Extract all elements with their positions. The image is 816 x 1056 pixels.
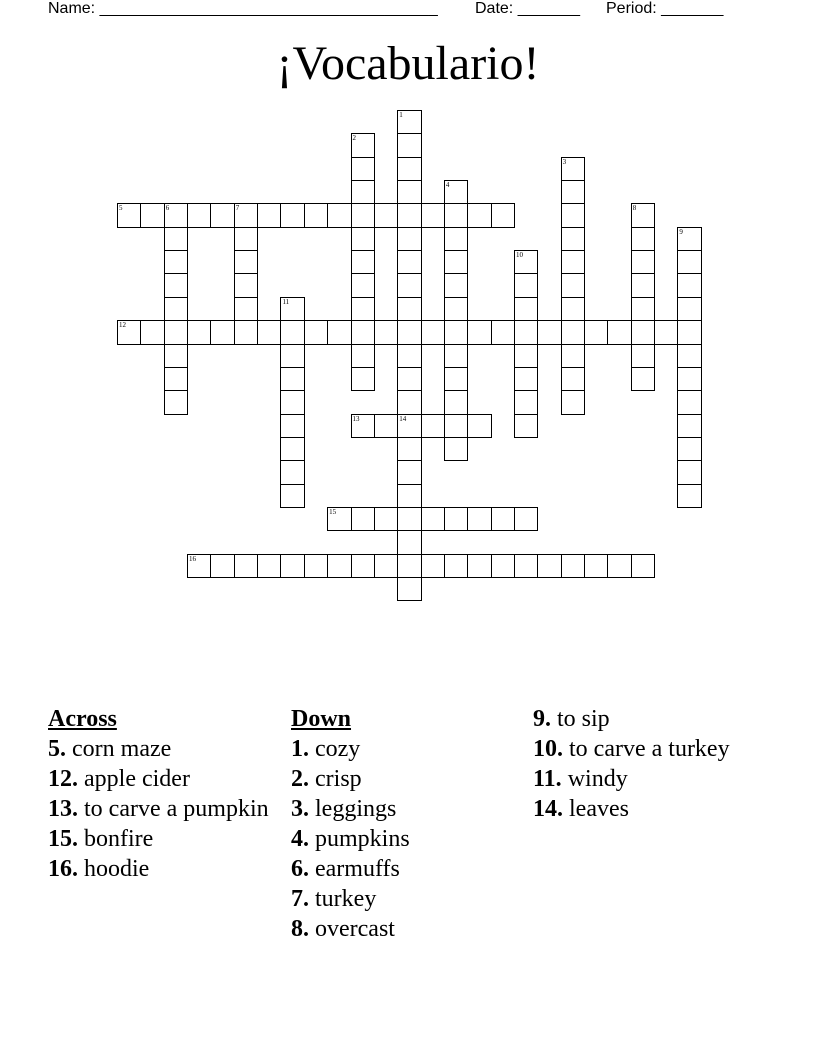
clue-text: to carve a pumpkin: [84, 796, 269, 822]
crossword-cell[interactable]: [397, 110, 421, 134]
crossword-cell[interactable]: [444, 390, 468, 414]
crossword-cell[interactable]: [280, 414, 304, 438]
crossword-cell[interactable]: [444, 554, 468, 578]
crossword-cell[interactable]: [374, 554, 398, 578]
crossword-cell[interactable]: [561, 157, 585, 181]
crossword-cell[interactable]: [607, 554, 631, 578]
clue-number: 12.: [48, 766, 78, 792]
crossword-cell[interactable]: [117, 203, 141, 227]
crossword-cell[interactable]: [537, 320, 561, 344]
crossword-cell[interactable]: [677, 227, 701, 251]
crossword-cell[interactable]: [491, 507, 515, 531]
crossword-cell[interactable]: [677, 250, 701, 274]
crossword-cell[interactable]: [304, 554, 328, 578]
crossword-cell[interactable]: [514, 320, 538, 344]
clue-number: 7.: [291, 886, 309, 912]
cell-number: 8: [632, 204, 637, 213]
crossword-cell[interactable]: [677, 273, 701, 297]
across-clue-list: [48, 734, 278, 884]
crossword-cell[interactable]: [280, 297, 304, 321]
crossword-cell[interactable]: [187, 320, 211, 344]
crossword-cell[interactable]: [631, 227, 655, 251]
clue-down-10: [533, 734, 733, 764]
cell-number: 6: [165, 204, 170, 213]
crossword-cell[interactable]: [374, 414, 398, 438]
crossword-cell[interactable]: [444, 273, 468, 297]
crossword-cell[interactable]: [444, 437, 468, 461]
crossword-cell[interactable]: [164, 250, 188, 274]
clue-text: turkey: [315, 886, 377, 912]
crossword-cell[interactable]: [561, 297, 585, 321]
crossword-cell[interactable]: [257, 554, 281, 578]
clue-number: 14.: [533, 796, 563, 822]
crossword-cell[interactable]: [444, 250, 468, 274]
crossword-cell[interactable]: [561, 390, 585, 414]
crossword-cell[interactable]: [421, 203, 445, 227]
clue-text: crisp: [315, 766, 362, 792]
clue-number: 13.: [48, 796, 78, 822]
clue-text: corn maze: [72, 736, 172, 762]
crossword-cell[interactable]: [444, 344, 468, 368]
crossword-cell[interactable]: [444, 203, 468, 227]
crossword-cell[interactable]: [421, 554, 445, 578]
clue-text: leaves: [569, 796, 629, 822]
clue-down-7: [291, 884, 521, 914]
crossword-cell[interactable]: [467, 203, 491, 227]
crossword-cell[interactable]: [491, 320, 515, 344]
crossword-cell[interactable]: [421, 320, 445, 344]
crossword-cell[interactable]: [677, 390, 701, 414]
cell-number: 11: [282, 297, 290, 306]
cell-number: 5: [119, 204, 123, 213]
crossword-cell[interactable]: [351, 250, 375, 274]
crossword-cell[interactable]: [607, 320, 631, 344]
crossword-cell[interactable]: [234, 273, 258, 297]
clue-across-16: [48, 854, 278, 884]
crossword-cell[interactable]: [351, 157, 375, 181]
crossword-cell[interactable]: [257, 203, 281, 227]
crossword-cell[interactable]: [164, 273, 188, 297]
down-clue-list: [291, 734, 521, 944]
clue-number: 15.: [48, 826, 78, 852]
clue-text: to sip: [557, 706, 610, 732]
crossword-cell[interactable]: [677, 460, 701, 484]
clue-down-3: [291, 794, 521, 824]
crossword-cell[interactable]: [164, 320, 188, 344]
cell-number: 7: [235, 204, 240, 213]
crossword-cell[interactable]: [444, 227, 468, 251]
clue-text: to carve a turkey: [569, 736, 730, 762]
crossword-cell[interactable]: [677, 367, 701, 391]
crossword-cell[interactable]: [467, 320, 491, 344]
crossword-cell[interactable]: [397, 390, 421, 414]
crossword-cell[interactable]: [351, 507, 375, 531]
crossword-cell[interactable]: [280, 437, 304, 461]
clue-number: 5.: [48, 736, 66, 762]
crossword-cell[interactable]: [351, 203, 375, 227]
clue-number: 1.: [291, 736, 309, 762]
crossword-cell[interactable]: [234, 554, 258, 578]
crossword-cell[interactable]: [397, 133, 421, 157]
crossword-cell[interactable]: [444, 367, 468, 391]
crossword-cell[interactable]: [164, 203, 188, 227]
crossword-cell[interactable]: [421, 507, 445, 531]
crossword-cell[interactable]: [327, 507, 351, 531]
clue-down-8: [291, 914, 521, 944]
crossword-cell[interactable]: [514, 344, 538, 368]
clue-across-13: [48, 794, 278, 824]
crossword-cell[interactable]: [677, 320, 701, 344]
clue-text: leggings: [315, 796, 397, 822]
crossword-cell[interactable]: [397, 577, 421, 601]
crossword-cell[interactable]: [351, 320, 375, 344]
crossword-cell[interactable]: [514, 250, 538, 274]
crossword-cell[interactable]: [561, 344, 585, 368]
cell-number: 4: [445, 181, 450, 190]
crossword-cell[interactable]: [351, 180, 375, 204]
date-field[interactable]: Date: _______: [475, 0, 580, 17]
crossword-cell[interactable]: [397, 320, 421, 344]
crossword-cell[interactable]: [351, 554, 375, 578]
crossword-cell[interactable]: [397, 554, 421, 578]
crossword-cell[interactable]: [397, 460, 421, 484]
crossword-cell[interactable]: [561, 367, 585, 391]
crossword-cell[interactable]: [280, 460, 304, 484]
crossword-cell[interactable]: [280, 203, 304, 227]
crossword-cell[interactable]: [397, 203, 421, 227]
clue-down-1: [291, 734, 521, 764]
crossword-cell[interactable]: [280, 484, 304, 508]
crossword-cell[interactable]: [234, 320, 258, 344]
crossword-cell[interactable]: [397, 297, 421, 321]
crossword-cell[interactable]: [327, 320, 351, 344]
crossword-cell[interactable]: [397, 437, 421, 461]
cell-number: 3: [562, 157, 567, 166]
crossword-cell[interactable]: [374, 507, 398, 531]
crossword-cell[interactable]: [164, 227, 188, 251]
crossword-cell[interactable]: [257, 320, 281, 344]
crossword-cell[interactable]: [397, 414, 421, 438]
crossword-cell[interactable]: [631, 297, 655, 321]
crossword-cell[interactable]: [561, 554, 585, 578]
crossword-cell[interactable]: [374, 320, 398, 344]
crossword-cell[interactable]: [304, 320, 328, 344]
crossword-cell[interactable]: [631, 273, 655, 297]
crossword-cell[interactable]: [514, 414, 538, 438]
crossword-cell[interactable]: [187, 554, 211, 578]
clue-text: cozy: [315, 736, 361, 762]
crossword-cell[interactable]: [397, 367, 421, 391]
clue-across-15: [48, 824, 278, 854]
crossword-cell[interactable]: [561, 180, 585, 204]
crossword-cell[interactable]: [421, 414, 445, 438]
crossword-cell[interactable]: [631, 250, 655, 274]
cell-number: 10: [515, 251, 523, 260]
crossword-cell[interactable]: [351, 227, 375, 251]
crossword-cell[interactable]: [397, 344, 421, 368]
across-clues: [48, 704, 278, 884]
clue-text: pumpkins: [315, 826, 410, 852]
clue-across-12: [48, 764, 278, 794]
clue-text: windy: [567, 766, 628, 792]
crossword-cell[interactable]: [584, 320, 608, 344]
crossword-cell[interactable]: [397, 530, 421, 554]
crossword-cell[interactable]: [677, 344, 701, 368]
clue-number: 8.: [291, 916, 309, 942]
cell-number: 2: [352, 134, 356, 143]
cell-number: 9: [679, 227, 683, 236]
crossword-cell[interactable]: [280, 320, 304, 344]
crossword-cell[interactable]: [351, 133, 375, 157]
crossword-cell[interactable]: [164, 367, 188, 391]
crossword-cell[interactable]: [164, 297, 188, 321]
clue-number: 10.: [533, 736, 563, 762]
crossword-cell[interactable]: [351, 414, 375, 438]
crossword-cell[interactable]: [654, 320, 678, 344]
crossword-cell[interactable]: [210, 203, 234, 227]
clue-number: 3.: [291, 796, 309, 822]
crossword-cell[interactable]: [677, 414, 701, 438]
crossword-cell[interactable]: [631, 344, 655, 368]
crossword-cell[interactable]: [561, 250, 585, 274]
crossword-cell[interactable]: [561, 227, 585, 251]
crossword-cell[interactable]: [444, 297, 468, 321]
crossword-cell[interactable]: [351, 297, 375, 321]
clue-across-5: [48, 734, 278, 764]
clue-number: 2.: [291, 766, 309, 792]
crossword-cell[interactable]: [210, 320, 234, 344]
page-title: ¡Vocabulario!: [276, 37, 540, 90]
crossword-cell[interactable]: [117, 320, 141, 344]
crossword-cell[interactable]: [397, 227, 421, 251]
crossword-cell[interactable]: [397, 484, 421, 508]
clue-text: earmuffs: [315, 856, 400, 882]
crossword-cell[interactable]: [210, 554, 234, 578]
across-heading: Across: [48, 706, 117, 732]
crossword-cell[interactable]: [351, 344, 375, 368]
crossword-cell[interactable]: [164, 344, 188, 368]
crossword-cell[interactable]: [304, 203, 328, 227]
clue-down-2: [291, 764, 521, 794]
crossword-cell[interactable]: [444, 320, 468, 344]
crossword-cell[interactable]: [561, 273, 585, 297]
clue-down-4: [291, 824, 521, 854]
clue-number: 9.: [533, 706, 551, 732]
clue-text: apple cider: [84, 766, 190, 792]
clue-number: 11.: [533, 766, 562, 792]
cell-number: 16: [189, 554, 197, 563]
down-heading: Down: [291, 706, 352, 732]
crossword-cell[interactable]: [397, 273, 421, 297]
crossword-cell[interactable]: [280, 344, 304, 368]
cell-number: 13: [352, 414, 360, 423]
clue-down-9: [533, 704, 733, 734]
crossword-cell[interactable]: [631, 554, 655, 578]
crossword-cell[interactable]: [491, 203, 515, 227]
crossword-cell[interactable]: [280, 390, 304, 414]
crossword-cell[interactable]: [561, 320, 585, 344]
crossword-cell[interactable]: [537, 554, 561, 578]
crossword-cell[interactable]: [187, 203, 211, 227]
crossword-cell[interactable]: [444, 507, 468, 531]
clue-number: 16.: [48, 856, 78, 882]
crossword-cell[interactable]: [397, 180, 421, 204]
crossword-cell[interactable]: [140, 203, 164, 227]
crossword-cell[interactable]: [234, 227, 258, 251]
down-clues: [291, 704, 521, 944]
crossword-cell[interactable]: [677, 437, 701, 461]
clue-down-14: [533, 794, 733, 824]
crossword-cell[interactable]: [444, 414, 468, 438]
cell-number: 1: [399, 111, 403, 119]
crossword-cell[interactable]: [234, 250, 258, 274]
crossword-cell[interactable]: [561, 203, 585, 227]
crossword-cell[interactable]: [514, 367, 538, 391]
crossword-cell[interactable]: [491, 554, 515, 578]
crossword-cell[interactable]: [374, 203, 398, 227]
crossword-cell[interactable]: [467, 554, 491, 578]
crossword-cell[interactable]: [351, 367, 375, 391]
name-field[interactable]: Name: ______________________________________: [48, 0, 438, 17]
crossword-cell[interactable]: [514, 273, 538, 297]
crossword-cell[interactable]: [327, 203, 351, 227]
clue-down-11: [533, 764, 733, 794]
crossword-cell[interactable]: [514, 507, 538, 531]
cell-number: 14: [399, 414, 407, 423]
crossword-cell[interactable]: [467, 507, 491, 531]
crossword-cell[interactable]: [677, 297, 701, 321]
crossword-cell[interactable]: [514, 390, 538, 414]
crossword-cell[interactable]: [397, 250, 421, 274]
clue-down-6: [291, 854, 521, 884]
crossword-cell[interactable]: [397, 507, 421, 531]
crossword-cell[interactable]: [631, 203, 655, 227]
crossword-cell[interactable]: [514, 297, 538, 321]
crossword-cell[interactable]: [397, 157, 421, 181]
crossword-cell[interactable]: [631, 320, 655, 344]
crossword-cell[interactable]: [280, 554, 304, 578]
clue-number: 4.: [291, 826, 309, 852]
crossword-cell[interactable]: [164, 390, 188, 414]
cell-number: 15: [329, 507, 337, 516]
clue-text: bonfire: [84, 826, 154, 852]
crossword-cell[interactable]: [351, 273, 375, 297]
crossword-cell[interactable]: [514, 554, 538, 578]
clue-text: hoodie: [84, 856, 150, 882]
down-clues-continued: [533, 704, 733, 824]
crossword-cell[interactable]: [631, 367, 655, 391]
crossword-cell[interactable]: [444, 180, 468, 204]
crossword-cell[interactable]: [677, 484, 701, 508]
clue-text: overcast: [315, 916, 395, 942]
crossword-cell[interactable]: [140, 320, 164, 344]
crossword-cell[interactable]: [234, 203, 258, 227]
crossword-cell[interactable]: [280, 367, 304, 391]
clue-number: 6.: [291, 856, 309, 882]
crossword-cell[interactable]: [584, 554, 608, 578]
crossword-cell[interactable]: [327, 554, 351, 578]
cell-number: 12: [119, 321, 126, 330]
crossword-cell[interactable]: [467, 414, 491, 438]
crossword-cell[interactable]: [234, 297, 258, 321]
period-field[interactable]: Period: _______: [606, 0, 724, 17]
